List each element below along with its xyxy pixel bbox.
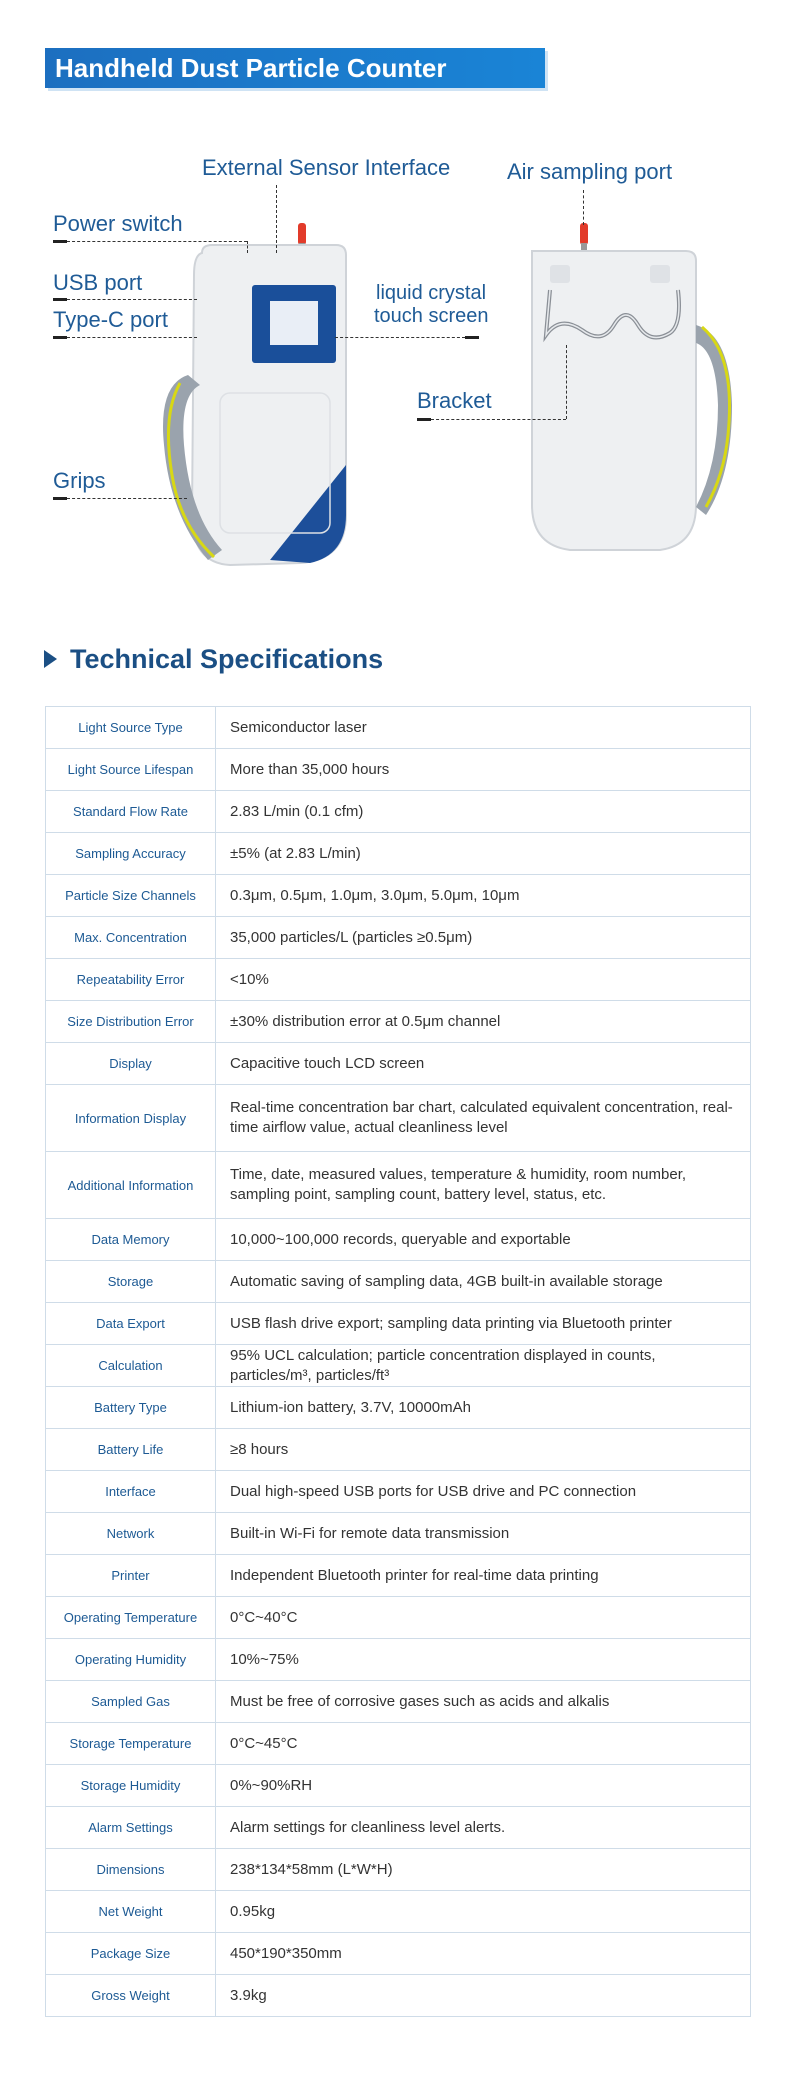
callout-lcd-line1: liquid crystal [376,282,487,304]
spec-value: 35,000 particles/L (particles ≥0.5μm) [216,917,751,959]
spec-label: Particle Size Channels [46,875,216,917]
device-front-image [150,215,360,575]
device-back-image [510,215,750,565]
table-row [46,1513,751,1555]
spec-value: Built-in Wi-Fi for remote data transmission [216,1513,751,1555]
table-row [46,1555,751,1597]
spec-value: Dual high-speed USB ports for USB drive and PC connection [216,1471,751,1513]
spec-value: Lithium-ion battery, 3.7V, 10000mAh [216,1387,751,1429]
spec-value: Must be free of corrosive gases such as acids and alkalis [216,1681,751,1723]
spec-label: Net Weight [46,1891,216,1933]
table-row [46,1085,751,1152]
spec-label: Max. Concentration [46,917,216,959]
callout-lcd-line2: touch screen [374,305,489,327]
spec-value: 10,000~100,000 records, queryable and exportable [216,1219,751,1261]
table-row [46,959,751,1001]
table-row [46,1152,751,1219]
spec-value: Alarm settings for cleanliness level alerts. [216,1807,751,1849]
spec-label: Storage Temperature [46,1723,216,1765]
spec-label: Light Source Type [46,707,216,749]
spec-value: ±30% distribution error at 0.5μm channel [216,1001,751,1043]
spec-value: USB flash drive export; sampling data printing via Bluetooth printer [216,1303,751,1345]
callout-bracket: Bracket [417,388,492,413]
spec-value: Time, date, measured values, temperature & humidity, room number, sampling point, sampling count, battery level, status, etc. [216,1152,751,1219]
spec-label: Standard Flow Rate [46,791,216,833]
spec-value: <10% [216,959,751,1001]
spec-label: Repeatability Error [46,959,216,1001]
spec-label: Information Display [46,1085,216,1152]
spec-value: 2.83 L/min (0.1 cfm) [216,791,751,833]
spec-label: Battery Type [46,1387,216,1429]
callout-usb-port: USB port [53,270,143,295]
callout-power-switch: Power switch [53,211,183,236]
spec-label: Package Size [46,1933,216,1975]
spec-value: 0.3μm, 0.5μm, 1.0μm, 3.0μm, 5.0μm, 10μm [216,875,751,917]
spec-value: 95% UCL calculation; particle concentration displayed in counts, particles/m³, particles/ft³ [216,1345,751,1387]
table-row [46,1933,751,1975]
spec-label: Size Distribution Error [46,1001,216,1043]
specs-section-title [44,642,383,676]
spec-label: Sampled Gas [46,1681,216,1723]
table-row [46,1891,751,1933]
spec-value: 0°C~40°C [216,1597,751,1639]
callout-grips: Grips [53,468,106,493]
spec-label: Light Source Lifespan [46,749,216,791]
specs-table [45,706,751,2017]
table-row [46,1597,751,1639]
table-row [46,1387,751,1429]
spec-label: Battery Life [46,1429,216,1471]
spec-label: Additional Information [46,1152,216,1219]
spec-value: 450*190*350mm [216,1933,751,1975]
spec-value: ±5% (at 2.83 L/min) [216,833,751,875]
spec-label: Data Export [46,1303,216,1345]
spec-value: 238*134*58mm (L*W*H) [216,1849,751,1891]
spec-label: Storage Humidity [46,1765,216,1807]
callout-external-sensor: External Sensor Interface [202,155,451,180]
spec-label: Operating Humidity [46,1639,216,1681]
table-row [46,875,751,917]
table-row [46,1807,751,1849]
callout-air-sampling-port: Air sampling port [507,159,673,184]
table-row [46,1429,751,1471]
table-row [46,791,751,833]
page-title: Handheld Dust Particle Counter Parameters [45,48,545,88]
spec-label: Calculation [46,1345,216,1387]
table-row [46,707,751,749]
spec-label: Operating Temperature [46,1597,216,1639]
spec-value: 3.9kg [216,1975,751,2017]
spec-label: Interface [46,1471,216,1513]
table-row [46,1975,751,2017]
table-row [46,1261,751,1303]
table-row [46,749,751,791]
spec-value: 0°C~45°C [216,1723,751,1765]
spec-value: 0.95kg [216,1891,751,1933]
spec-label: Data Memory [46,1219,216,1261]
spec-label: Network [46,1513,216,1555]
spec-value: 10%~75% [216,1639,751,1681]
table-row [46,1639,751,1681]
spec-value: Independent Bluetooth printer for real-time data printing [216,1555,751,1597]
spec-value: 0%~90%RH [216,1765,751,1807]
callout-typec-port: Type-C port [53,307,168,332]
table-row [46,1345,751,1387]
table-row [46,1681,751,1723]
spec-value: More than 35,000 hours [216,749,751,791]
spec-label: Alarm Settings [46,1807,216,1849]
table-row [46,917,751,959]
table-row [46,1765,751,1807]
specs-section-title-text: Technical Specifications [70,644,384,674]
table-row [46,1303,751,1345]
table-row [46,1723,751,1765]
spec-label: Storage [46,1261,216,1303]
table-row [46,1849,751,1891]
table-row [46,833,751,875]
spec-value: ≥8 hours [216,1429,751,1471]
spec-value: Capacitive touch LCD screen [216,1043,751,1085]
table-row [46,1471,751,1513]
spec-label: Dimensions [46,1849,216,1891]
spec-value: Real-time concentration bar chart, calculated equivalent concentration, real-time airflow value, actual cleanliness level [216,1085,751,1152]
triangle-bullet-icon [44,650,57,668]
spec-label: Display [46,1043,216,1085]
table-row [46,1043,751,1085]
spec-label: Sampling Accuracy [46,833,216,875]
table-row [46,1001,751,1043]
spec-value: Automatic saving of sampling data, 4GB built-in available storage [216,1261,751,1303]
spec-label: Printer [46,1555,216,1597]
spec-label: Gross Weight [46,1975,216,2017]
table-row [46,1219,751,1261]
spec-value: Semiconductor laser [216,707,751,749]
